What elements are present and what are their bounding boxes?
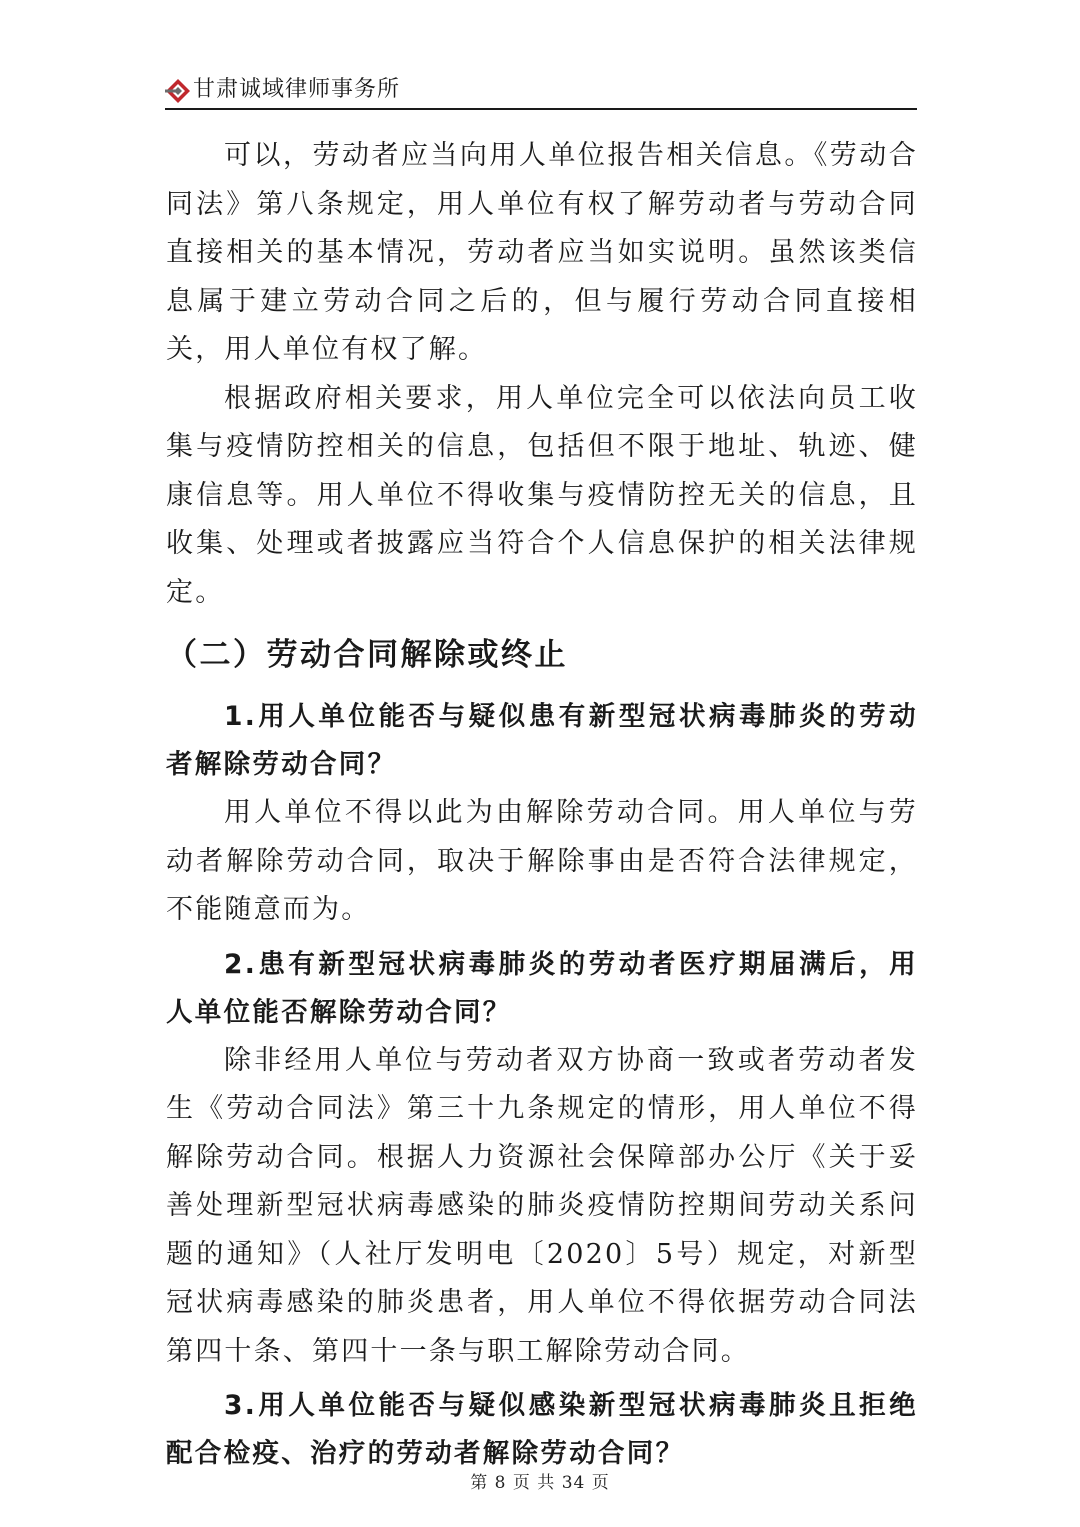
paragraph: 根据政府相关要求，用人单位完全可以依法向员工收集与疫情防控相关的信息，包括但不限于地址、轨迹、健康信息等。用人单位不得收集与疫情防控无关的信息，且收集、处理或者披露应当符合个人信息保护的相关法律规定。 — [166, 382, 918, 608]
question-heading: 2.患有新型冠状病毒肺炎的劳动者医疗期届满后，用人单位能否解除劳动合同？ — [166, 948, 918, 1028]
paragraph: 除非经用人单位与劳动者双方协商一致或者劳动者发生《劳动合同法》第三十九条规定的情形，用人单位不得解除劳动合同。根据人力资源社会保障部办公厅《关于妥善处理新型冠状病毒感染的肺炎疫情防控期间劳动关系问题的通知》（人社厅发明电〔2020〕5号）规定，对新型冠状病毒感染的肺炎患者，用人单位不得依据劳动合同法第四十条、第四十一条与职工解除劳动合同。 — [166, 1044, 918, 1367]
question-heading: 1.用人单位能否与疑似患有新型冠状病毒肺炎的劳动者解除劳动合同？ — [166, 701, 918, 780]
firm-logo-icon — [165, 78, 191, 104]
paragraph: 用人单位不得以此为由解除劳动合同。用人单位与劳动者解除劳动合同，取决于解除事由是否符合法律规定，不能随意而为。 — [166, 797, 918, 925]
paragraph: 可以，劳动者应当向用人单位报告相关信息。《劳动合同法》第八条规定，用人单位有权了解劳动者与劳动合同直接相关的基本情况，劳动者应当如实说明。虽然该类信息属于建立劳动合同之后的，但与履行劳动合同直接相关，用人单位有权了解。 — [166, 140, 918, 365]
section-heading: （二）劳动合同解除或终止 — [166, 637, 568, 673]
page-number: 第 8 页 共 34 页 — [470, 1473, 610, 1493]
document-header — [165, 74, 917, 110]
question-heading: 3.用人单位能否与疑似感染新型冠状病毒肺炎且拒绝配合检疫、治疗的劳动者解除劳动合同？ — [166, 1390, 918, 1469]
page-body — [166, 132, 918, 1478]
firm-name: 甘肃诚域律师事务所 — [193, 77, 401, 102]
